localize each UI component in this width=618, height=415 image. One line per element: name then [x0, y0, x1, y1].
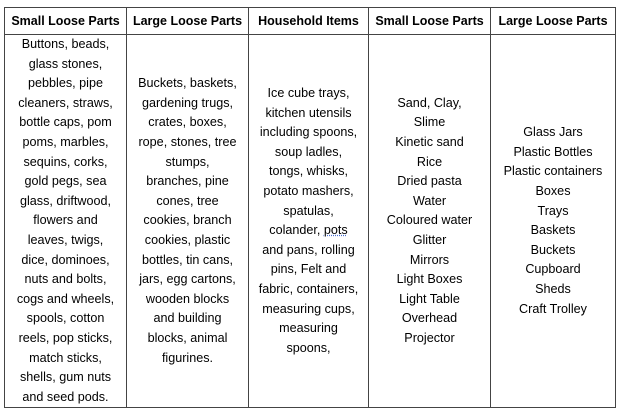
item-line: Plastic Bottles [513, 144, 593, 159]
item-line: cones, tree [156, 193, 219, 208]
item-line: flowers and [33, 213, 98, 228]
items-cell-household-items [249, 35, 369, 408]
header-cell-household-items: Household Items [249, 8, 369, 35]
item-line: bottles, tin cans, [141, 252, 233, 267]
item-line: Ice cube trays, [267, 85, 350, 100]
item-line: fabric, containers, [258, 281, 359, 296]
header-cell-large-loose-parts-2: Large Loose Parts [491, 8, 616, 35]
item-line: and building [153, 311, 222, 326]
item-line: spatulas, [283, 203, 334, 218]
item-line: and seed pods. [22, 389, 109, 404]
item-line: soup ladles, [274, 144, 343, 159]
item-line: Slime [413, 115, 446, 130]
header-cell-small-loose-parts-2: Small Loose Parts [369, 8, 491, 35]
item-line: dice, dominoes, [21, 252, 110, 267]
header-cell-small-loose-parts: Small Loose Parts [5, 8, 127, 35]
items-cell-large-loose-parts [127, 35, 249, 408]
item-line: cookies, branch [143, 213, 232, 228]
item-line: Rice [416, 154, 443, 169]
item-line: measuring cups, [262, 301, 355, 316]
item-line: Glitter [412, 232, 447, 247]
items-cell-small-loose-parts-2 [369, 35, 491, 408]
item-line: Craft Trolley [519, 301, 587, 316]
item-line: blocks, animal [147, 330, 228, 345]
header-cell-large-loose-parts: Large Loose Parts [127, 8, 249, 35]
item-line: tongs, whisks, [268, 164, 349, 179]
item-line: bottle caps, pom [19, 115, 112, 130]
item-line: measuring [279, 321, 338, 336]
item-line: spools, cotton [26, 311, 105, 326]
item-line: Light Boxes [396, 272, 463, 287]
item-line: Overhead [401, 311, 458, 326]
items-cell-small-loose-parts [5, 35, 127, 408]
item-line: Cupboard [525, 262, 581, 277]
item-line: poms, marbles, [22, 134, 109, 149]
item-line: Kinetic sand [395, 134, 464, 149]
item-line: match sticks, [29, 350, 102, 365]
item-line: sequins, corks, [23, 154, 108, 169]
header-row [5, 8, 616, 35]
item-line: spoons, [286, 340, 331, 355]
item-line: Plastic containers [503, 164, 603, 179]
item-line: cleaners, straws, [18, 95, 113, 110]
item-line: nuts and bolts, [24, 272, 107, 287]
item-line: Dried pasta [397, 174, 462, 189]
item-line: kitchen utensils [265, 105, 352, 120]
item-line: Trays [537, 203, 569, 218]
item-line: Sand, Clay, [397, 95, 462, 110]
item-line: potato mashers, [263, 183, 354, 198]
item-line: glass, driftwood, [20, 193, 111, 208]
body-row [5, 35, 616, 408]
item-line: Boxes [535, 183, 571, 198]
item-line: reels, pop sticks, [18, 330, 113, 345]
item-line: Buckets [530, 242, 576, 257]
item-line: jars, egg cartons, [139, 272, 236, 287]
items-cell-large-loose-parts-2 [491, 35, 616, 408]
item-line: gardening trugs, [141, 95, 234, 110]
item-line: rope, stones, tree [138, 134, 237, 149]
item-line: wooden blocks [145, 291, 230, 306]
item-line: Projector [404, 330, 455, 345]
item-line: pebbles, pipe [28, 76, 103, 91]
item-line: Water [412, 193, 447, 208]
item-line: leaves, twigs, [27, 232, 104, 247]
item-line: and pans, rolling [262, 242, 355, 257]
item-line: pins, Felt and [270, 262, 347, 277]
item-line: Sheds [535, 281, 571, 296]
item-line: crates, boxes, [148, 115, 227, 130]
item-line: cookies, plastic [144, 232, 231, 247]
item-line: Buckets, baskets, [138, 76, 237, 91]
item-line: Coloured water [386, 213, 473, 228]
item-line: Buttons, beads, [21, 37, 110, 51]
item-line: Light Table [399, 291, 460, 306]
item-line: stumps, [165, 154, 210, 169]
item-line: cogs and wheels, [16, 291, 115, 306]
item-line: figurines. [161, 350, 214, 365]
item-line: glass stones, [28, 56, 103, 71]
item-line: Baskets [530, 223, 576, 238]
item-line: branches, pine [146, 174, 229, 189]
item-line: Mirrors [409, 252, 450, 267]
item-line: gold pegs, sea [24, 174, 107, 189]
loose-parts-table [4, 7, 616, 408]
item-line: Glass Jars [523, 125, 583, 140]
item-line: colander, pots [269, 223, 348, 238]
item-line: including spoons, [259, 125, 358, 140]
item-line: shells, gum nuts [20, 370, 111, 385]
